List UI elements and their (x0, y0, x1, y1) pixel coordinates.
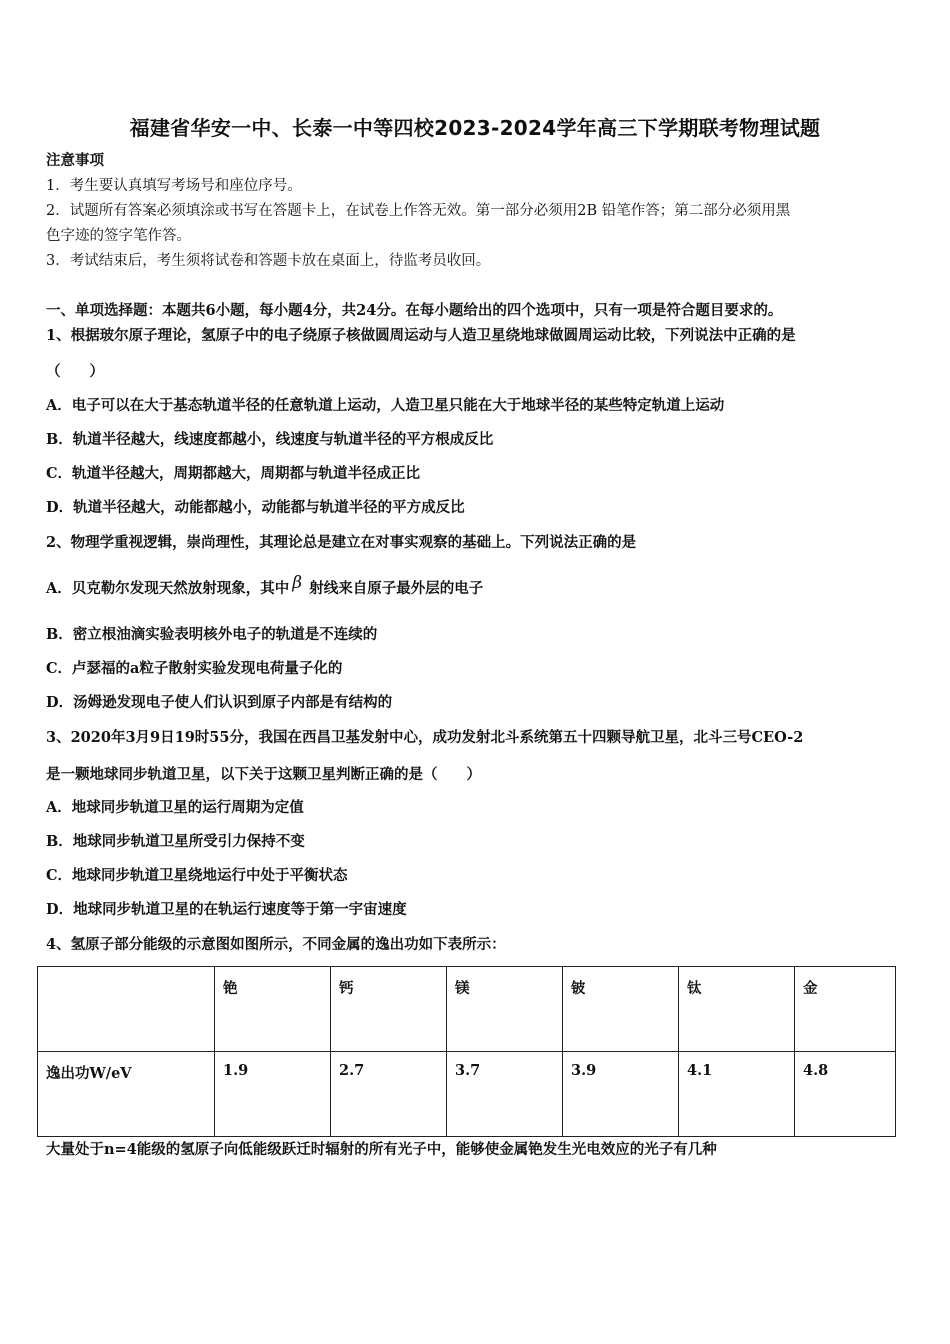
table-cell: 3.9 (563, 1052, 679, 1137)
q2-option-a-pre: A．贝克勒尔发现天然放射现象，其中 (46, 580, 290, 597)
table-cell: 4.1 (679, 1052, 795, 1137)
page-title: 福建省华安一中、长泰一中等四校2023-2024学年高三下学期联考物理试题 (129, 116, 821, 140)
table-header-cell: 镁 (447, 967, 563, 1052)
q2-option-d: D．汤姆逊发现电子使人们认识到原子内部是有结构的 (46, 694, 393, 711)
table-header-cell: 金 (795, 967, 896, 1052)
q1-option-c: C．轨道半径越大，周期都越大，周期都与轨道半径成正比 (46, 465, 421, 482)
q3-option-c: C．地球同步轨道卫星绕地运行中处于平衡状态 (46, 867, 348, 884)
q2-stem: 2、物理学重视逻辑，崇尚理性，其理论总是建立在对事实观察的基础上。下列说法正确的是 (46, 534, 637, 551)
notice-heading: 注意事项 (46, 152, 104, 169)
section-heading: 一、单项选择题：本题共6小题，每小题4分，共24分。在每小题给出的四个选项中，只有一项是符合题目要求的。 (46, 302, 783, 319)
table-cell: 3.7 (447, 1052, 563, 1137)
table-cell: 2.7 (331, 1052, 447, 1137)
table-cell: 4.8 (795, 1052, 896, 1137)
notice-item-2: 2．试题所有答案必须填涂或书写在答题卡上，在试卷上作答无效。第一部分必须用2B 铅笔作答；第二部分必须用黑 (46, 203, 791, 219)
beta-symbol: β (292, 573, 303, 593)
q1-paren: （ ） (46, 363, 104, 380)
q2-option-c: C．卢瑟福的a粒子散射实验发现电荷量子化的 (46, 660, 343, 677)
q3-stem-line1: 3、2020年3月9日19时55分，我国在西昌卫基发射中心，成功发射北斗系统第五十四颗导航卫星，北斗三号CEO-2 (46, 729, 804, 746)
table-header-cell: 钛 (679, 967, 795, 1052)
q2-option-a (46, 573, 484, 599)
q2-option-b: B．密立根油滴实验表明核外电子的轨道是不连续的 (46, 626, 378, 643)
table-header-cell: 钙 (331, 967, 447, 1052)
table-cell: 1.9 (215, 1052, 331, 1137)
q3-option-a: A．地球同步轨道卫星的运行周期为定值 (46, 799, 304, 816)
table-header-row (38, 967, 896, 1052)
q4-followup: 大量处于n=4能级的氢原子向低能级跃迁时辐射的所有光子中，能够使金属铯发生光电效应的光子有几种 (46, 1141, 717, 1158)
q3-stem-line2: 是一颗地球同步轨道卫星，以下关于这颗卫星判断正确的是（ ） (46, 766, 481, 783)
notice-item-1: 1．考生要认真填写考场号和座位序号。 (46, 178, 302, 194)
notice-item-2-cont: 色字迹的签字笔作答。 (46, 228, 191, 244)
q1-option-a: A．电子可以在大于基态轨道半径的任意轨道上运动，人造卫星只能在大于地球半径的某些特定轨道上运动 (46, 397, 725, 414)
q1-stem: 1、根据玻尔原子理论，氢原子中的电子绕原子核做圆周运动与人造卫星绕地球做圆周运动比较，下列说法中正确的是 (46, 327, 796, 344)
table-header-cell: 铯 (215, 967, 331, 1052)
q1-option-d: D．轨道半径越大，动能都越小，动能都与轨道半径的平方成反比 (46, 499, 465, 516)
q1-option-b: B．轨道半径越大，线速度都越小，线速度与轨道半径的平方根成反比 (46, 431, 494, 448)
table-row-label: 逸出功W/eV (38, 1052, 215, 1137)
table-row (38, 1052, 896, 1137)
q3-option-b: B．地球同步轨道卫星所受引力保持不变 (46, 833, 305, 850)
table-header-cell (38, 967, 215, 1052)
notice-item-3: 3．考试结束后，考生须将试卷和答题卡放在桌面上，待监考员收回。 (46, 253, 491, 269)
table-header-cell: 铍 (563, 967, 679, 1052)
q3-option-d: D．地球同步轨道卫星的在轨运行速度等于第一宇宙速度 (46, 901, 407, 918)
q2-option-a-post: 射线来自原子最外层的电子 (309, 580, 484, 597)
work-function-table (37, 966, 896, 1137)
q4-stem: 4、氢原子部分能级的示意图如图所示，不同金属的逸出功如下表所示： (46, 936, 506, 953)
